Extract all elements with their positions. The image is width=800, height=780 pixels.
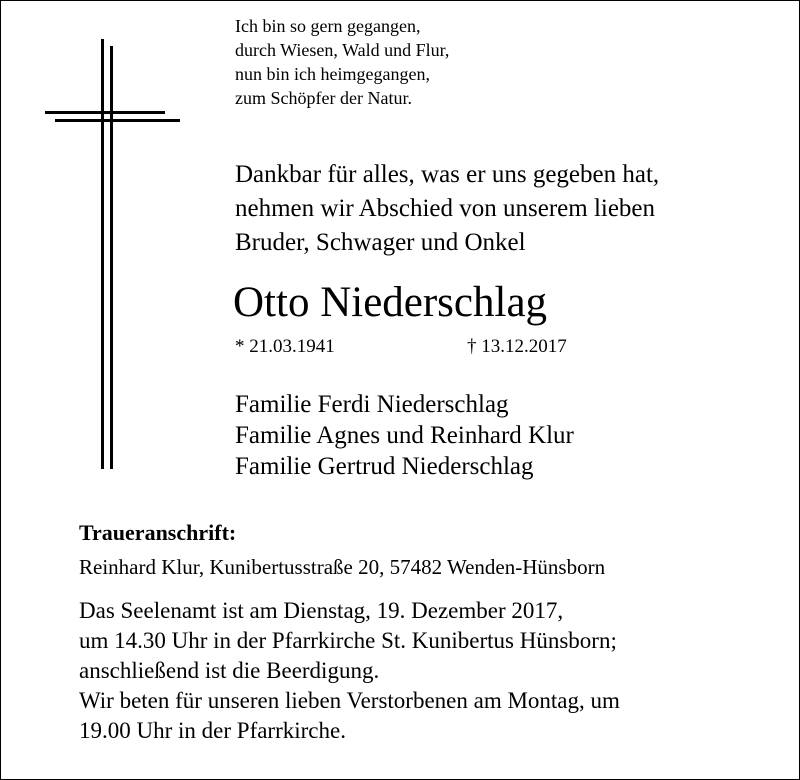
birth-date: * 21.03.1941 bbox=[235, 336, 335, 357]
poem bbox=[235, 14, 449, 110]
service-line: Das Seelenamt ist am Dienstag, 19. Dezember 2017, bbox=[79, 598, 564, 623]
address-text: Reinhard Klur, Kunibertusstraße 20, 57482 Wenden-Hünsborn bbox=[79, 555, 606, 579]
mourner-entry: Familie Ferdi Niederschlag bbox=[235, 391, 509, 418]
poem-line: nun bin ich heimgegangen, bbox=[235, 64, 430, 84]
intro-line: Dankbar für alles, was er uns gegeben hat, bbox=[235, 161, 660, 188]
service-line: 19.00 Uhr in der Pfarrkirche. bbox=[79, 718, 346, 743]
service-info bbox=[79, 596, 620, 746]
intro-text bbox=[235, 158, 659, 260]
mourners-list bbox=[235, 389, 574, 482]
intro-line: nehmen wir Abschied von unserem lieben bbox=[235, 195, 656, 222]
cross-icon bbox=[45, 39, 185, 469]
mourner-entry: Familie Agnes und Reinhard Klur bbox=[235, 422, 574, 449]
service-line: anschließend ist die Beerdigung. bbox=[79, 658, 380, 683]
death-date: † 13.12.2017 bbox=[467, 336, 567, 357]
poem-line: zum Schöpfer der Natur. bbox=[235, 88, 412, 108]
deceased-name: Otto Niederschlag bbox=[233, 279, 548, 326]
service-line: um 14.30 Uhr in der Pfarrkirche St. Kunibertus Hünsborn; bbox=[79, 628, 617, 653]
poem-line: durch Wiesen, Wald und Flur, bbox=[235, 40, 450, 60]
poem-line: Ich bin so gern gegangen, bbox=[235, 16, 421, 36]
intro-line: Bruder, Schwager und Onkel bbox=[235, 229, 526, 256]
life-dates bbox=[235, 334, 567, 360]
address-heading: Traueranschrift: bbox=[79, 520, 237, 545]
mourner-entry: Familie Gertrud Niederschlag bbox=[235, 453, 534, 480]
service-line: Wir beten für unseren lieben Verstorbenen am Montag, um bbox=[79, 688, 620, 713]
